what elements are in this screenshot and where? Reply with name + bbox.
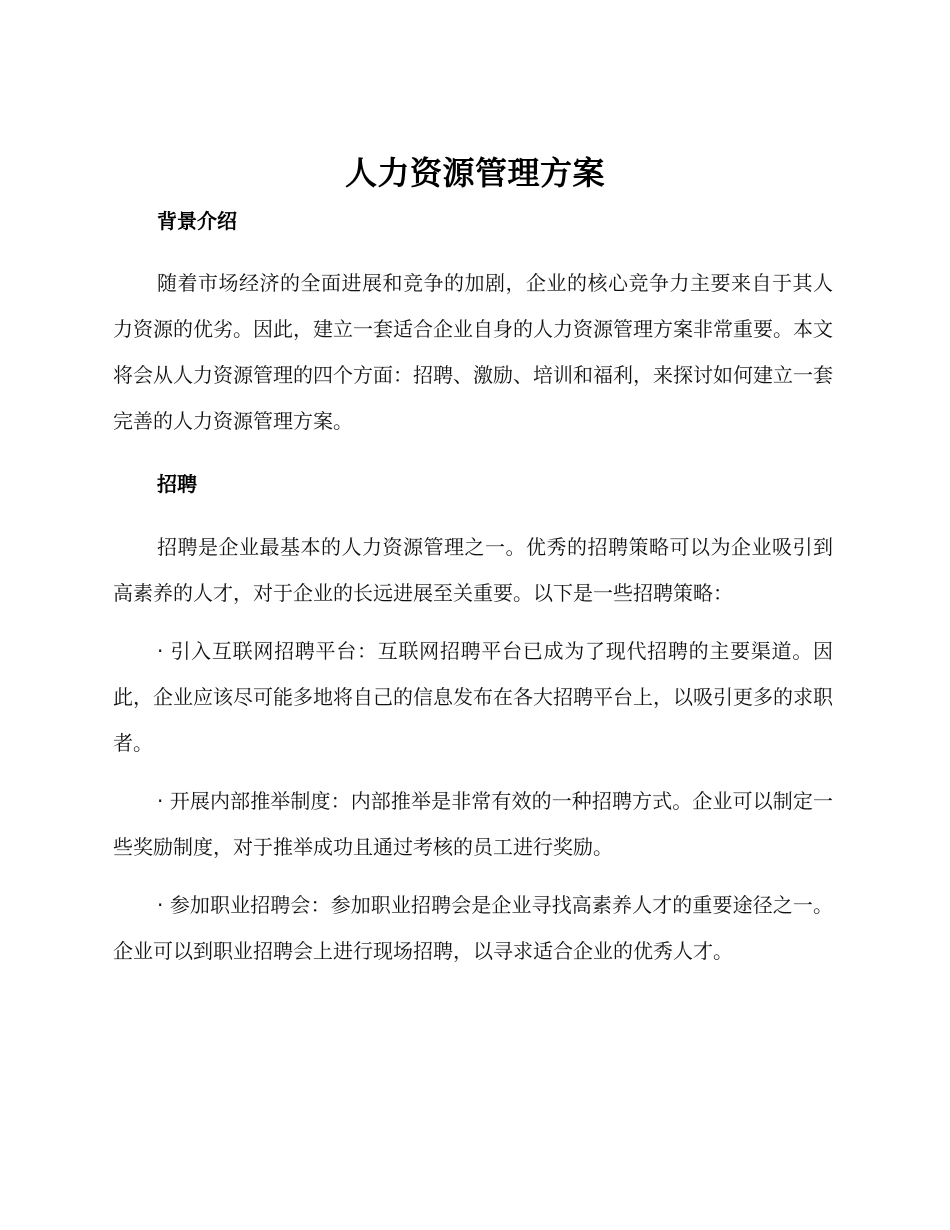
paragraph-recruitment-intro: 招聘是企业最基本的人力资源管理之一。优秀的招聘策略可以为企业吸引到高素养的人才，对于企业的长远进展至关重要。以下是一些招聘策略： [113,535,833,605]
section-heading-background: 背景介绍 [157,209,237,233]
bullet-job-fair: · 参加职业招聘会：参加职业招聘会是企业寻找高素养人才的重要途径之一。企业可以到职业招聘会上进行现场招聘，以寻求适合企业的优秀人才。 [113,893,833,963]
bullet-internet-platform: · 引入互联网招聘平台：互联网招聘平台已成为了现代招聘的主要渠道。因此，企业应该尽可能多地将自己的信息发布在各大招聘平台上，以吸引更多的求职者。 [113,639,833,755]
document-body [113,205,833,974]
document-title: 人力资源管理方案 [344,154,605,192]
section-heading-recruitment: 招聘 [157,472,197,496]
paragraph-background: 随着市场经济的全面进展和竞争的加剧，企业的核心竞争力主要来自于其人力资源的优劣。因此，建立一套适合企业自身的人力资源管理方案非常重要。本文将会从人力资源管理的四个方面：招聘、激励、培训和福利，来探讨如何建立一套完善的人力资源管理方案。 [113,271,833,433]
bullet-internal-referral: · 开展内部推举制度：内部推举是非常有效的一种招聘方式。企业可以制定一些奖励制度，对于推举成功且通过考核的员工进行奖励。 [113,789,833,859]
